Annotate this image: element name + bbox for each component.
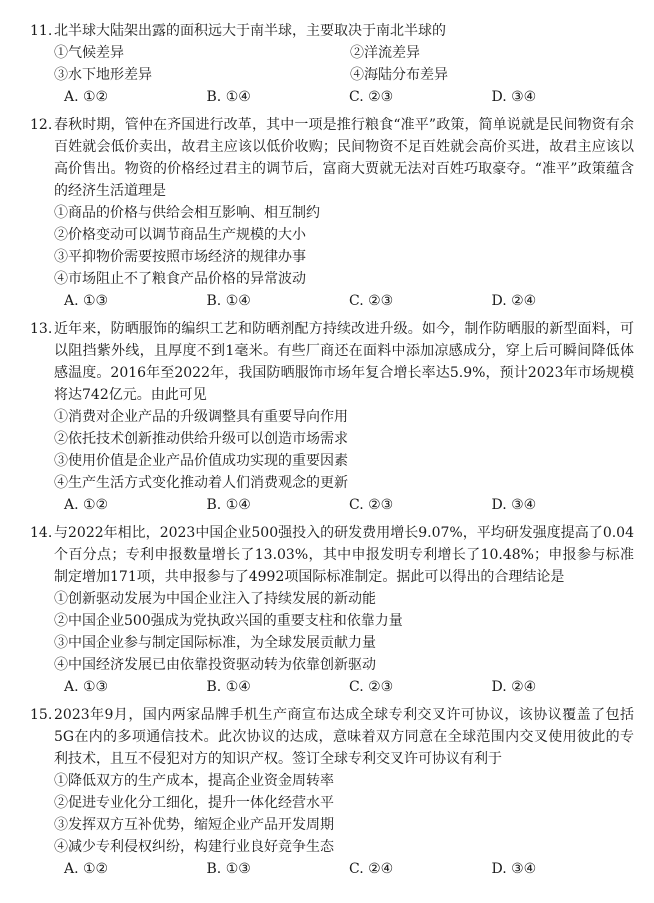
choice-d: D. ②④ [491,293,537,309]
option-4: ④海陆分布差异 [350,67,448,83]
question-number: 13. [30,321,53,337]
question-stem: 近年来，防晒服饰的编织工艺和防晒剂配方持续改进升级。如今，制作防晒服的新型面料，可以阻挡紫外线，且厚度不到1毫米。有些厂商还在面料中添加凉感成分，穿上后可瞬间降低体感温度。2016年至2022年，我国防晒服饰市场年复合增长率达5.9%，预计2023年市场规模将达742亿元。由此可见 [54,321,634,403]
option-4: ④中国经济发展已由依靠投资驱动转为依靠创新驱动 [54,657,376,673]
choice-a: A. ①② [64,497,109,513]
option-3: ③平抑物价需要按照市场经济的规律办事 [54,249,306,265]
choice-c: C. ②③ [349,293,394,309]
option-3: ③中国企业参与制定国际标准，为全球发展贡献力量 [54,635,376,651]
choice-c: C. ②③ [349,89,394,105]
option-2: ②依托技术创新推动供给升级可以创造市场需求 [54,431,348,447]
question-stem: 北半球大陆架出露的面积远大于南半球，主要取决于南北半球的 [54,23,446,39]
choice-d: D. ③④ [491,861,537,877]
option-1: ①创新驱动发展为中国企业注入了持续发展的新动能 [54,591,376,607]
choice-c: C. ②③ [349,679,394,695]
option-3: ③使用价值是企业产品价值成功实现的重要因素 [54,453,348,469]
option-1: ①消费对企业产品的升级调整具有重要导向作用 [54,409,348,425]
option-4: ④减少专利侵权纠纷，构建行业良好竞争生态 [54,839,334,855]
choice-b: B. ①③ [206,861,251,877]
option-2: ②洋流差异 [350,45,420,61]
choice-a: A. ①② [64,89,109,105]
question-number: 14. [30,525,53,541]
option-3: ③发挥双方互补优势，缩短企业产品开发周期 [54,817,334,833]
choice-b: B. ①④ [206,497,251,513]
choice-d: D. ②④ [491,679,537,695]
question-14 [30,522,634,698]
choice-b: B. ①④ [206,679,251,695]
option-3: ③水下地形差异 [54,67,152,83]
option-4: ④生产生活方式变化推动着人们消费观念的更新 [54,475,348,491]
choice-d: D. ③④ [491,497,537,513]
choice-a: A. ①② [64,861,109,877]
choice-b: B. ①④ [206,89,251,105]
question-stem: 春秋时期，管仲在齐国进行改革，其中一项是推行粮食“准平”政策，简单说就是民间物资有余百姓就会低价卖出，故君主应该以低价收购；民间物资不足百姓就会高价买进，故君主应该以高价售出。物资的价格经过君主的调节后，富商大贾就无法对百姓巧取豪夺。“准平”政策蕴含的经济生活道理是 [54,117,634,199]
question-number: 11. [30,23,53,39]
choice-c: C. ②③ [349,497,394,513]
option-2: ②促进专业化分工细化，提升一体化经营水平 [54,795,334,811]
question-11 [30,20,634,108]
option-1: ①气候差异 [54,45,124,61]
question-15 [30,704,634,880]
choice-a: A. ①③ [64,679,109,695]
option-2: ②中国企业500强成为党执政兴国的重要支柱和依靠力量 [54,613,403,629]
question-13 [30,318,634,516]
option-1: ①降低双方的生产成本，提高企业资金周转率 [54,773,334,789]
question-number: 15. [30,707,53,723]
choice-b: B. ①④ [206,293,251,309]
option-1: ①商品的价格与供给会相互影响、相互制约 [54,205,320,221]
question-12 [30,114,634,312]
choice-c: C. ②④ [349,861,394,877]
question-stem: 2023年9月，国内两家品牌手机生产商宣布达成全球专利交叉许可协议，该协议覆盖了包括5G在内的多项通信技术。此次协议的达成，意味着双方同意在全球范围内交叉使用彼此的专利技术，且互不侵犯对方的知识产权。签订全球专利交叉许可协议有利于 [54,707,634,767]
option-2: ②价格变动可以调节商品生产规模的大小 [54,227,306,243]
question-stem: 与2022年相比，2023中国企业500强投入的研发费用增长9.07%，平均研发强度提高了0.04个百分点；专利申报数量增长了13.03%，其中申报发明专利增长了10.48%；申报参与标准制定增加171项，共申报参与了4992项国际标准制定。据此可以得出的合理结论是 [54,525,634,585]
question-number: 12. [30,117,53,133]
choice-d: D. ③④ [491,89,537,105]
option-4: ④市场阻止不了粮食产品价格的异常波动 [54,271,306,287]
choice-a: A. ①③ [64,293,109,309]
